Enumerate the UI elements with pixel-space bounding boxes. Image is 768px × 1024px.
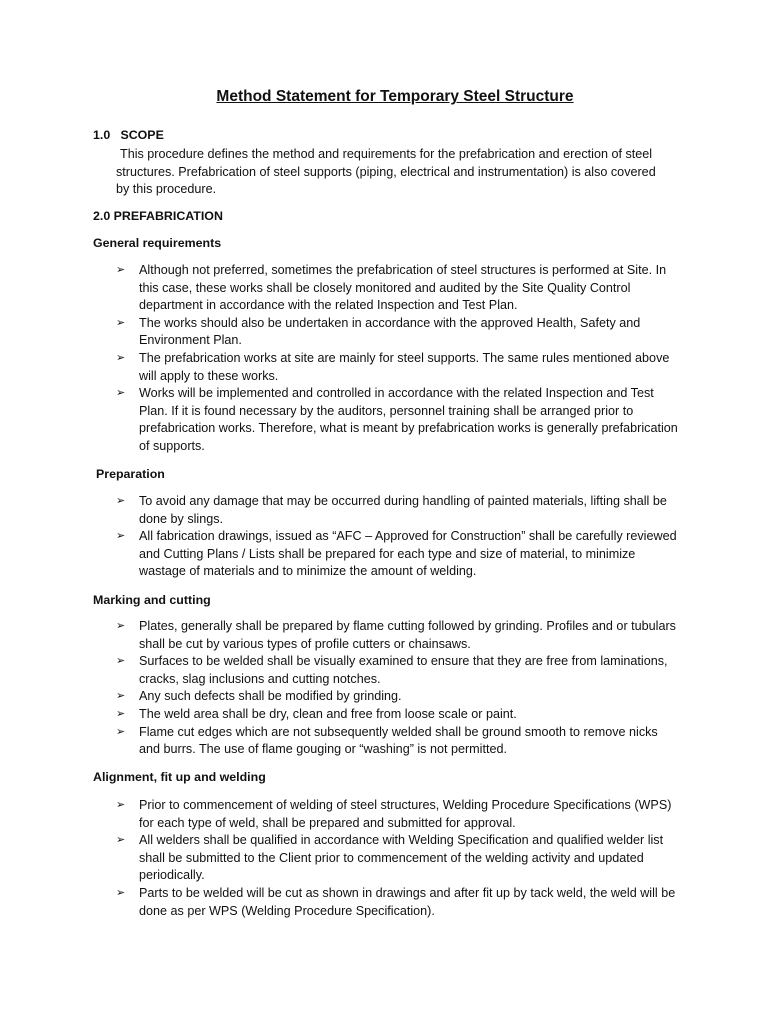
list-item: ➢ Works will be implemented and controlled in accordance with the related Inspection and Test Plan. If it is found necessary by the auditors, personnel training shall be arranged prior to prefabrication works. Therefore, what is meant by prefabrication works is generally prefabrication of supports. xyxy=(116,386,678,453)
arrow-bullet-icon: ➢ xyxy=(116,316,126,329)
arrow-bullet-icon: ➢ xyxy=(116,725,126,738)
arrow-bullet-icon: ➢ xyxy=(116,707,126,720)
alignment-fitup-welding-list xyxy=(116,797,678,920)
alignment-fitup-welding-heading: Alignment, fit up and welding xyxy=(93,770,266,784)
list-item: ➢ The works should also be undertaken in accordance with the approved Health, Safety and Environment Plan. xyxy=(116,315,641,348)
arrow-bullet-icon: ➢ xyxy=(116,530,126,543)
scope-heading xyxy=(93,128,164,142)
list-item: ➢ Surfaces to be welded shall be visually examined to ensure that they are free from laminations, cracks, slag inclusions and cutting notches. xyxy=(116,654,668,686)
preparation-list xyxy=(116,493,678,581)
arrow-bullet-icon: ➢ xyxy=(116,834,126,847)
preparation-heading: Preparation xyxy=(96,467,165,481)
arrow-bullet-icon: ➢ xyxy=(116,387,126,400)
list-item: ➢ Prior to commencement of welding of steel structures, Welding Procedure Specifications (WPS) for each type of weld, shall be prepared and submitted for approval. xyxy=(116,798,672,830)
prefabrication-heading: 2.0 PREFABRICATION xyxy=(93,209,223,223)
arrow-bullet-icon: ➢ xyxy=(116,690,126,703)
arrow-bullet-icon: ➢ xyxy=(116,886,126,899)
arrow-bullet-icon: ➢ xyxy=(116,655,126,668)
marking-cutting-heading: Marking and cutting xyxy=(93,593,211,607)
general-requirements-heading: General requirements xyxy=(93,236,222,250)
list-item: ➢ All fabrication drawings, issued as “AFC – Approved for Construction” shall be carefully reviewed and Cutting Plans / Lists shall be prepared for each type and size of material, to minimize wastage of materials and to minimize the amount of welding. xyxy=(116,529,677,579)
list-item: ➢ To avoid any damage that may be occurred during handling of painted materials, lifting shall be done by slings. xyxy=(116,494,667,526)
scope-heading-text: SCOPE xyxy=(120,128,164,142)
list-item: ➢ Parts to be welded will be cut as shown in drawings and after fit up by tack weld, the weld will be done as per WPS (Welding Procedure Specification). xyxy=(116,885,676,918)
list-item: ➢ The prefabrication works at site are mainly for steel supports. The same rules mentioned above will apply to these works. xyxy=(116,350,670,383)
arrow-bullet-icon: ➢ xyxy=(116,799,126,811)
list-item: ➢ All welders shall be qualified in accordance with Welding Specification and qualified welder list shall be submitted to the Client prior to commencement of the welding activity and updated periodically. xyxy=(116,833,664,883)
arrow-bullet-icon: ➢ xyxy=(116,620,126,632)
scope-number: 1.0 xyxy=(93,128,111,142)
document-title: Method Statement for Temporary Steel Structure xyxy=(216,88,574,105)
general-requirements-list xyxy=(116,262,678,456)
scope-paragraph: This procedure defines the method and requirements for the prefabrication and erection of steel structures. Prefabrication of steel supports (piping, electrical and instrumentation) is also covered by this procedure. xyxy=(116,147,656,196)
marking-cutting-list xyxy=(116,618,678,759)
arrow-bullet-icon: ➢ xyxy=(116,351,126,364)
list-item: ➢ Plates, generally shall be prepared by flame cutting followed by grinding. Profiles and or tubulars shall be cut by various types of profile cutters or chainsaws. xyxy=(116,619,676,651)
arrow-bullet-icon: ➢ xyxy=(116,264,126,276)
list-item: ➢ Flame cut edges which are not subsequently welded shall be ground smooth to remove nicks and burrs. The use of flame gouging or “washing” is not permitted. xyxy=(116,724,658,757)
arrow-bullet-icon: ➢ xyxy=(116,495,126,507)
list-item: ➢ Any such defects shall be modified by grinding. xyxy=(116,688,678,706)
list-item: ➢ Although not preferred, sometimes the prefabrication of steel structures is performed at Site. In this case, these works shall be closely monitored and audited by the Site Quality Control department in accordance with the related Inspection and Test Plan. xyxy=(116,263,667,313)
list-item: ➢ The weld area shall be dry, clean and free from loose scale or paint. xyxy=(116,706,678,724)
